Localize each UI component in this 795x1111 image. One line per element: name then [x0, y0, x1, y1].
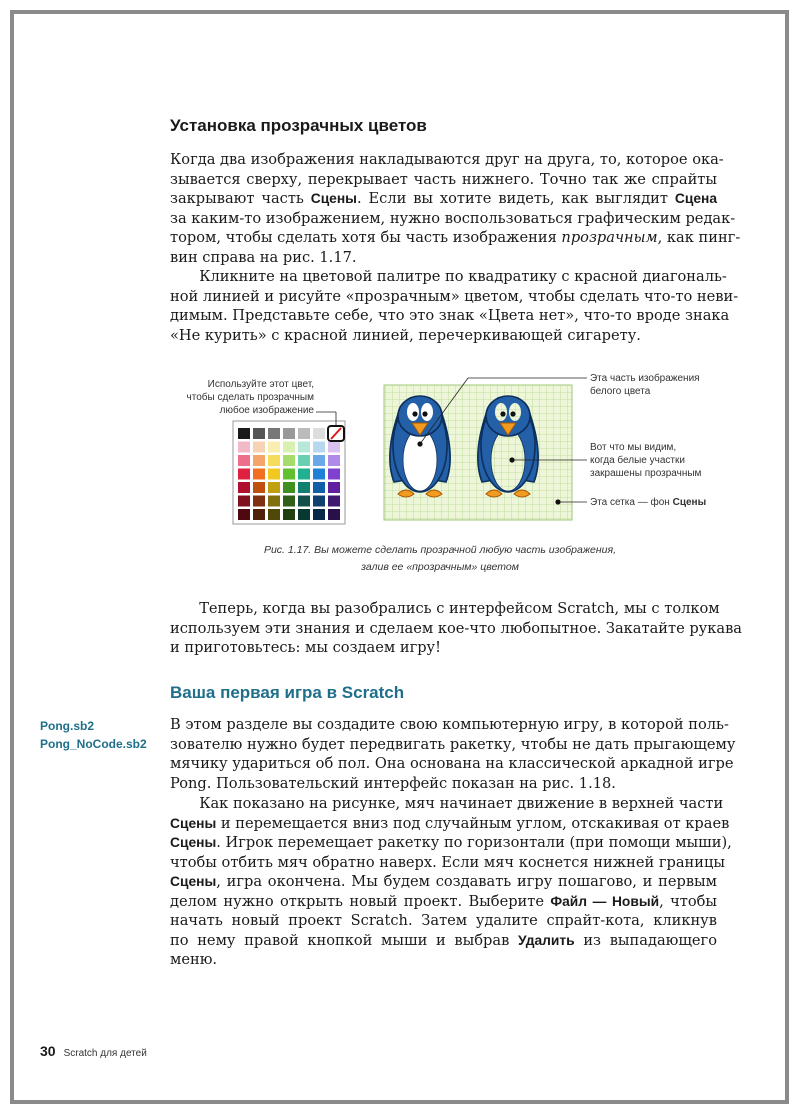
palette-swatch[interactable]: [283, 428, 295, 439]
bold-term: Сцены: [170, 874, 217, 889]
palette-swatch[interactable]: [328, 482, 340, 493]
text-line: Pong. Пользовательский интерфейс показан на рис. 1.18.: [170, 774, 616, 792]
annotation-use-color: Используйте этот цвет, чтобы сделать прозрачным любое изображение: [186, 379, 314, 416]
palette-swatch[interactable]: [268, 442, 280, 453]
figure-caption: Рис. 1.17. Вы можете сделать прозрачной любую часть изображения, залив ее «прозрачным» цветом: [263, 544, 617, 573]
palette-swatch[interactable]: [313, 442, 325, 453]
palette-swatch[interactable]: [298, 442, 310, 453]
paragraph-pong-steps: [170, 794, 732, 970]
text-line: Как показано на рисунке, мяч начинает движение в верхней части: [170, 795, 724, 812]
text-line: Теперь, когда вы разобрались с интерфейсом Scratch, мы с толком: [170, 600, 720, 617]
text-line: меню.: [170, 951, 218, 968]
text-line: за каким-то изображением, нужно воспользоваться графическим редак-: [170, 209, 736, 227]
palette-swatch[interactable]: [238, 496, 250, 507]
text-line: «Не курить» с красной линией, перечеркивающей сигарету.: [170, 326, 641, 344]
bold-term: Сцены: [170, 815, 217, 831]
palette-swatch[interactable]: [313, 496, 325, 507]
palette-swatch[interactable]: [253, 428, 265, 439]
text-line: делом нужно открыть новый проект. Выберите Файл — Новый, чтобы: [170, 892, 718, 910]
side-file-pong: Pong.sb2: [40, 719, 95, 733]
palette-swatch[interactable]: [253, 442, 265, 453]
palette-swatch[interactable]: [328, 509, 340, 520]
palette-swatch[interactable]: [298, 509, 310, 520]
palette-swatch[interactable]: [328, 469, 340, 480]
italic-term: прозрачным: [561, 229, 658, 246]
text-line: Сцены, игра окончена. Мы будем создавать игру пошагово, и первым: [170, 873, 717, 890]
text-line: мячику удариться об пол. Она основана на классической аркадной игре: [170, 755, 734, 772]
annotation-transparent-view: Вот что мы видим, когда белые участки закрашены прозрачным: [590, 442, 702, 479]
palette-swatch[interactable]: [283, 509, 295, 520]
page-footer: [40, 1043, 147, 1061]
palette-swatch[interactable]: [238, 469, 250, 480]
palette-swatch[interactable]: [298, 482, 310, 493]
palette-swatch[interactable]: [253, 496, 265, 507]
bold-term: Сцена: [674, 191, 717, 206]
text-line: по нему правой кнопкой мыши и выбрав Удалить из выпадающего: [170, 931, 717, 949]
palette-swatch[interactable]: [328, 442, 340, 453]
palette-swatch[interactable]: [298, 496, 310, 507]
page-number: 30: [40, 1043, 56, 1059]
palette-swatch[interactable]: [313, 428, 325, 439]
bold-term: Удалить: [518, 932, 575, 948]
text-line: Сцены и перемещается вниз под случайным углом, отскакивая от краев: [170, 814, 730, 832]
text-line: чтобы отбить мяч обратно наверх. Если мяч коснется нижней границы: [170, 853, 725, 871]
book-title: Scratch для детей: [63, 1048, 147, 1059]
palette-swatch[interactable]: [253, 509, 265, 520]
palette-swatch[interactable]: [268, 482, 280, 493]
text-line: тором, чтобы сделать хотя бы часть изображения прозрачным, как пинг-: [170, 229, 741, 246]
palette-swatch[interactable]: [268, 469, 280, 480]
palette-swatch[interactable]: [283, 442, 295, 453]
section-heading-transparent-colors: Установка прозрачных цветов: [170, 116, 427, 135]
palette-swatch[interactable]: [268, 428, 280, 439]
text-line: димым. Представьте себе, что это знак «Цвета нет», что-то вроде знака: [170, 307, 730, 324]
palette-swatch[interactable]: [298, 469, 310, 480]
transparent-color-swatch[interactable]: [328, 426, 344, 441]
palette-swatch[interactable]: [298, 428, 310, 439]
palette-swatch[interactable]: [283, 469, 295, 480]
annotation-grid-stage: Эта сетка — фон Сцены: [590, 497, 707, 508]
palette-swatch[interactable]: [313, 469, 325, 480]
bold-term: Сцены: [170, 835, 217, 850]
palette-swatch[interactable]: [313, 509, 325, 520]
paragraph-pong-intro: [170, 715, 736, 793]
side-file-pong-nocode: Pong_NoCode.sb2: [40, 737, 147, 751]
palette-swatch[interactable]: [253, 469, 265, 480]
text-line: закрывают часть Сцены. Если вы хотите видеть, как выглядит Сцена: [170, 190, 717, 207]
palette-swatch[interactable]: [283, 482, 295, 493]
text-line: В этом разделе вы создадите свою компьютерную игру, в которой поль-: [170, 716, 729, 733]
text-line: Сцены. Игрок перемещает ракетку по горизонтали (при помощи мыши),: [170, 834, 732, 851]
palette-swatch[interactable]: [238, 442, 250, 453]
palette-swatch[interactable]: [313, 455, 325, 466]
palette-swatch[interactable]: [253, 482, 265, 493]
text-line: зователю нужно будет передвигать ракетку, чтобы не дать прыгающему: [170, 735, 736, 753]
palette-swatch[interactable]: [328, 455, 340, 466]
palette-swatches: [238, 428, 340, 520]
palette-swatch[interactable]: [238, 428, 250, 439]
bold-term: Сцены: [310, 191, 357, 206]
text-line: используем эти знания и сделаем кое-что любопытное. Закатайте рукава: [170, 619, 743, 637]
text-line: зывается сверху, перекрывает часть нижнего. Точно так же спрайты: [170, 170, 717, 188]
palette-swatch[interactable]: [268, 496, 280, 507]
bold-term: Файл — Новый: [550, 893, 660, 909]
text-line: и приготовьтесь: мы создаем игру!: [170, 639, 442, 656]
palette-swatch[interactable]: [238, 455, 250, 466]
penguin-transparent: [478, 396, 538, 497]
palette-swatch[interactable]: [253, 455, 265, 466]
annotation-white-part: Эта часть изображения белого цвета: [590, 373, 700, 397]
palette-swatch[interactable]: [238, 482, 250, 493]
paragraph-interface-done: [170, 599, 743, 658]
text-line: Кликните на цветовой палитре по квадратику с красной диагональ-: [170, 268, 727, 285]
text-line: Когда два изображения накладываются друг на друга, то, которое ока-: [170, 151, 724, 168]
text-line: начать новый проект Scratch. Затем удалите спрайт-кота, кликнув: [170, 912, 717, 929]
palette-swatch[interactable]: [268, 509, 280, 520]
palette-swatch[interactable]: [313, 482, 325, 493]
palette-swatch[interactable]: [283, 455, 295, 466]
section-heading-first-game: Ваша первая игра в Scratch: [170, 683, 405, 702]
text-line: вин справа на рис. 1.17.: [170, 248, 357, 266]
palette-swatch[interactable]: [298, 455, 310, 466]
palette-swatch[interactable]: [283, 496, 295, 507]
palette-swatch[interactable]: [238, 509, 250, 520]
text-line: ной линией и рисуйте «прозрачным» цветом, чтобы сделать что-то неви-: [170, 287, 739, 305]
palette-swatch[interactable]: [268, 455, 280, 466]
palette-swatch[interactable]: [328, 496, 340, 507]
